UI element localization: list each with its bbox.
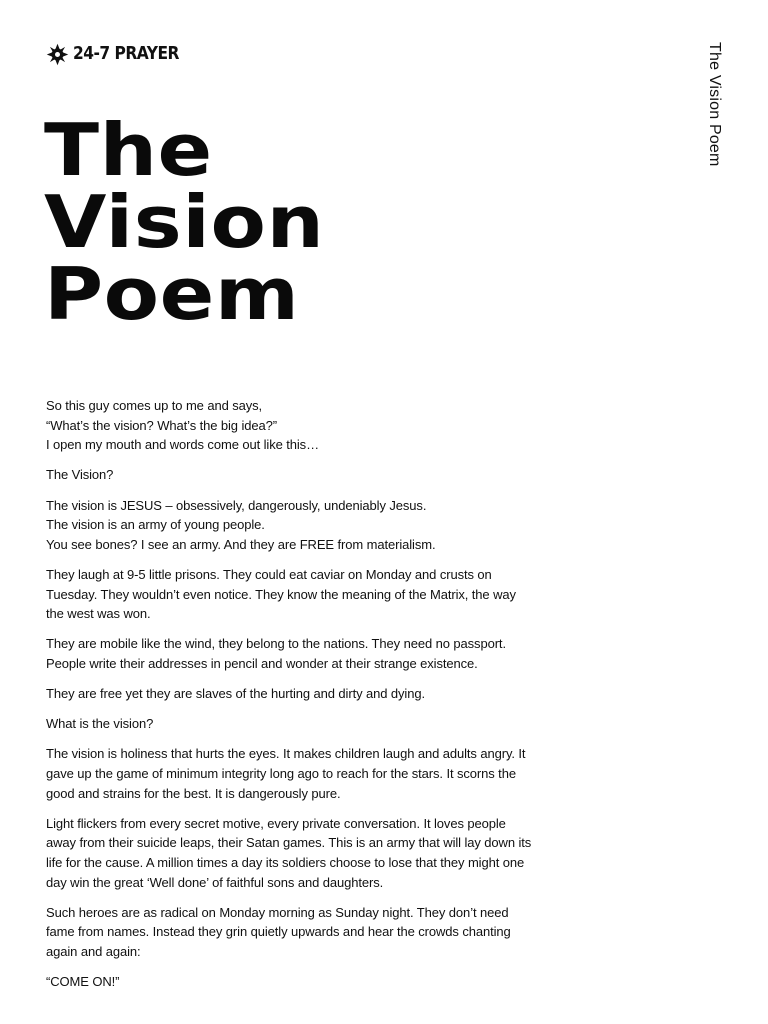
side-running-title: The Vision Poem [706, 42, 723, 167]
poem-stanza [46, 814, 546, 892]
poem-line: The vision is an army of young people. [46, 517, 265, 533]
title-line: Vision [44, 180, 325, 264]
poem-line: They are free yet they are slaves of the hurting and dirty and dying. [46, 686, 425, 702]
poem-line: day win the great ‘Well done’ of faithful sons and daughters. [46, 874, 384, 890]
poem-line: Light flickers from every secret motive, every private conversation. It loves people [46, 815, 506, 831]
sunburst-logo-icon [46, 43, 69, 66]
poem-stanza [46, 396, 546, 455]
poem-line: You see bones? I see an army. And they are FREE from materialism. [46, 536, 436, 552]
poem-line: What is the vision? [46, 716, 154, 732]
poem-line: The Vision? [46, 467, 114, 483]
poem-line: away from their suicide leaps, their Satan games. This is an army that will lay down its [46, 835, 532, 851]
poem-line: Tuesday. They wouldn’t even notice. They know the meaning of the Matrix, the way [46, 586, 516, 602]
poem-line: again and again: [46, 944, 141, 959]
poem-line: Such heroes are as radical on Monday morning as Sunday night. They don’t need [46, 904, 509, 920]
poem-line: They are mobile like the wind, they belong to the nations. They need no passport. [46, 636, 506, 652]
poem-line: the west was won. [46, 606, 151, 622]
poem-stanza [46, 744, 546, 803]
poem-body [46, 396, 546, 1002]
poem-line: “COME ON!” [46, 974, 120, 990]
poem-line: I open my mouth and words come out like this… [46, 437, 319, 453]
poem-line: So this guy comes up to me and says, [46, 398, 263, 413]
poem-stanza [46, 972, 546, 992]
poem-stanza [46, 684, 546, 704]
title-line: Poem [44, 252, 300, 336]
poem-stanza [46, 903, 546, 962]
poem-line: The vision is JESUS – obsessively, dangerously, undeniably Jesus. [46, 497, 427, 513]
poem-line: good and strains for the best. It is dangerously pure. [46, 785, 341, 801]
poem-stanza [46, 496, 546, 555]
poem-stanza [46, 565, 546, 624]
poem-stanza [46, 714, 546, 734]
poem-line: “What’s the vision? What’s the big idea?” [46, 417, 277, 433]
logo-wordmark: 24-7 PRAYER [73, 43, 179, 64]
poem-line: The vision is holiness that hurts the eyes. It makes children laugh and adults angry. It [46, 746, 526, 762]
brand-logo [46, 42, 196, 66]
poem-line: fame from names. Instead they grin quietly upwards and hear the crowds chanting [46, 924, 511, 940]
poem-stanza [46, 634, 546, 673]
poem-line: gave up the game of minimum integrity long ago to reach for the stars. It scorns the [46, 766, 516, 782]
title-line: The [44, 108, 213, 192]
poem-line: People write their addresses in pencil and wonder at their strange existence. [46, 655, 478, 671]
poem-line: They laugh at 9-5 little prisons. They could eat caviar on Monday and crusts on [46, 566, 492, 582]
poem-line: life for the cause. A million times a day its soldiers choose to lose that they might one [46, 855, 525, 871]
page-title [44, 108, 325, 336]
poem-stanza [46, 465, 546, 485]
